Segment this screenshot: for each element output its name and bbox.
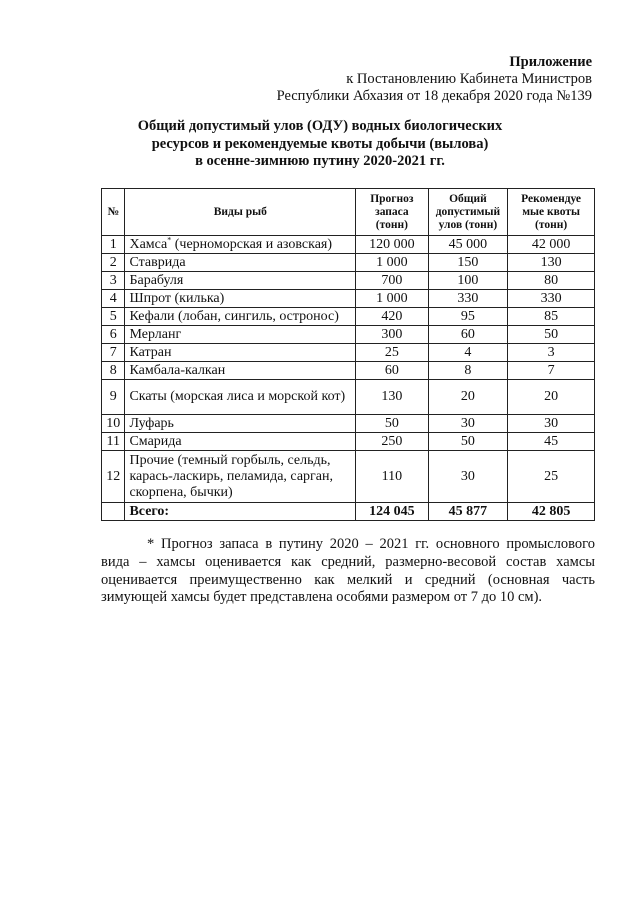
species-name: Кефали (лобан, сингиль, остронос) xyxy=(125,308,356,326)
table-row xyxy=(102,415,595,433)
table-row xyxy=(102,362,595,380)
table-row xyxy=(102,308,595,326)
tac-value: 45 000 xyxy=(428,236,508,254)
tac-value: 100 xyxy=(428,272,508,290)
table-header-row xyxy=(102,189,595,236)
total-row xyxy=(102,503,595,521)
tac-value: 50 xyxy=(428,433,508,451)
fish-quota-table xyxy=(101,188,595,521)
appendix-reference-line1: к Постановлению Кабинета Министров xyxy=(346,71,592,87)
footnote-mark: * xyxy=(167,234,172,244)
header-tac-line: улов (тонн) xyxy=(438,218,498,231)
tac-value: 4 xyxy=(428,344,508,362)
header-quota-line: мые квоты xyxy=(522,205,580,218)
quota-value: 7 xyxy=(508,362,595,380)
footnote: * Прогноз запаса в путину 2020 – 2021 гг. основного промыслового вида – хамсы оценивается как средний, размерно-весовой состав хамсы оценивается преимущественно как мелкий и средний (основная часть зимующей хамсы будет представлена особями размером от 7 до 10 см). xyxy=(101,536,595,606)
row-number: 4 xyxy=(102,290,125,308)
quota-value: 85 xyxy=(508,308,595,326)
total-quota: 42 805 xyxy=(508,503,595,521)
forecast-value: 110 xyxy=(356,451,428,503)
row-number: 8 xyxy=(102,362,125,380)
table-row xyxy=(102,290,595,308)
forecast-value: 60 xyxy=(356,362,428,380)
species-name: Мерланг xyxy=(125,326,356,344)
species-name xyxy=(125,236,356,254)
total-num-cell xyxy=(102,503,125,521)
document-title-line1: Общий допустимый улов (ОДУ) водных биологических xyxy=(137,118,503,134)
row-number: 11 xyxy=(102,433,125,451)
header-forecast-line: Прогноз xyxy=(370,192,414,205)
row-number: 5 xyxy=(102,308,125,326)
row-number: 7 xyxy=(102,344,125,362)
quota-value: 20 xyxy=(508,380,595,415)
row-number: 6 xyxy=(102,326,125,344)
species-name: Луфарь xyxy=(125,415,356,433)
forecast-value: 1 000 xyxy=(356,254,428,272)
quota-value: 330 xyxy=(508,290,595,308)
tac-value: 60 xyxy=(428,326,508,344)
forecast-value: 130 xyxy=(356,380,428,415)
total-forecast: 124 045 xyxy=(356,503,428,521)
tac-value: 20 xyxy=(428,380,508,415)
header-tac xyxy=(428,189,508,236)
table-row xyxy=(102,380,595,415)
row-number: 10 xyxy=(102,415,125,433)
quota-value: 30 xyxy=(508,415,595,433)
appendix-title: Приложение xyxy=(509,54,592,70)
forecast-value: 300 xyxy=(356,326,428,344)
species-name: Ставрида xyxy=(125,254,356,272)
document-title-line3: в осенне-зимнюю путину 2020-2021 гг. xyxy=(195,153,445,169)
table-row xyxy=(102,236,595,254)
total-label: Всего: xyxy=(125,503,356,521)
species-name-text: Хамса xyxy=(129,236,168,252)
species-name-rest: (черноморская и азовская) xyxy=(171,236,333,252)
header-quota-line: (тонн) xyxy=(535,218,568,231)
quota-value: 3 xyxy=(508,344,595,362)
header-forecast xyxy=(356,189,428,236)
header-forecast-line: запаса xyxy=(375,205,409,218)
quota-value: 130 xyxy=(508,254,595,272)
row-number: 12 xyxy=(102,451,125,503)
forecast-value: 50 xyxy=(356,415,428,433)
header-quota-line: Рекомендуе xyxy=(521,192,582,205)
tac-value: 95 xyxy=(428,308,508,326)
header-forecast-line: (тонн) xyxy=(375,218,408,231)
quota-value: 80 xyxy=(508,272,595,290)
table-row xyxy=(102,451,595,503)
forecast-value: 25 xyxy=(356,344,428,362)
row-number: 2 xyxy=(102,254,125,272)
forecast-value: 420 xyxy=(356,308,428,326)
forecast-value: 250 xyxy=(356,433,428,451)
total-tac: 45 877 xyxy=(428,503,508,521)
header-quota xyxy=(508,189,595,236)
header-tac-line: Общий xyxy=(449,192,487,205)
species-name: Камбала-калкан xyxy=(125,362,356,380)
tac-value: 330 xyxy=(428,290,508,308)
header-tac-line: допустимый xyxy=(435,205,501,218)
table-row xyxy=(102,433,595,451)
quota-value: 50 xyxy=(508,326,595,344)
header-species: Виды рыб xyxy=(125,189,356,236)
table-row xyxy=(102,344,595,362)
species-name: Шпрот (килька) xyxy=(125,290,356,308)
row-number: 1 xyxy=(102,236,125,254)
tac-value: 8 xyxy=(428,362,508,380)
species-name: Смарида xyxy=(125,433,356,451)
document-title xyxy=(0,118,640,171)
row-number: 9 xyxy=(102,380,125,415)
forecast-value: 700 xyxy=(356,272,428,290)
appendix-header xyxy=(277,54,592,105)
forecast-value: 120 000 xyxy=(356,236,428,254)
tac-value: 150 xyxy=(428,254,508,272)
species-name: Прочие (темный горбыль, сельдь, карась-ласкирь, пеламида, сарган, скорпена, бычки) xyxy=(125,451,356,503)
header-num: № xyxy=(102,189,125,236)
appendix-reference-line2: Республики Абхазия от 18 декабря 2020 года №139 xyxy=(276,88,592,104)
quota-value: 45 xyxy=(508,433,595,451)
quota-value: 25 xyxy=(508,451,595,503)
tac-value: 30 xyxy=(428,451,508,503)
species-name: Барабуля xyxy=(125,272,356,290)
quota-value: 42 000 xyxy=(508,236,595,254)
forecast-value: 1 000 xyxy=(356,290,428,308)
document-title-line2: ресурсов и рекомендуемые квоты добычи (вылова) xyxy=(151,135,489,152)
species-name: Скаты (морская лиса и морской кот) xyxy=(125,380,356,415)
table-row xyxy=(102,254,595,272)
table-row xyxy=(102,272,595,290)
species-name: Катран xyxy=(125,344,356,362)
table-row xyxy=(102,326,595,344)
tac-value: 30 xyxy=(428,415,508,433)
row-number: 3 xyxy=(102,272,125,290)
